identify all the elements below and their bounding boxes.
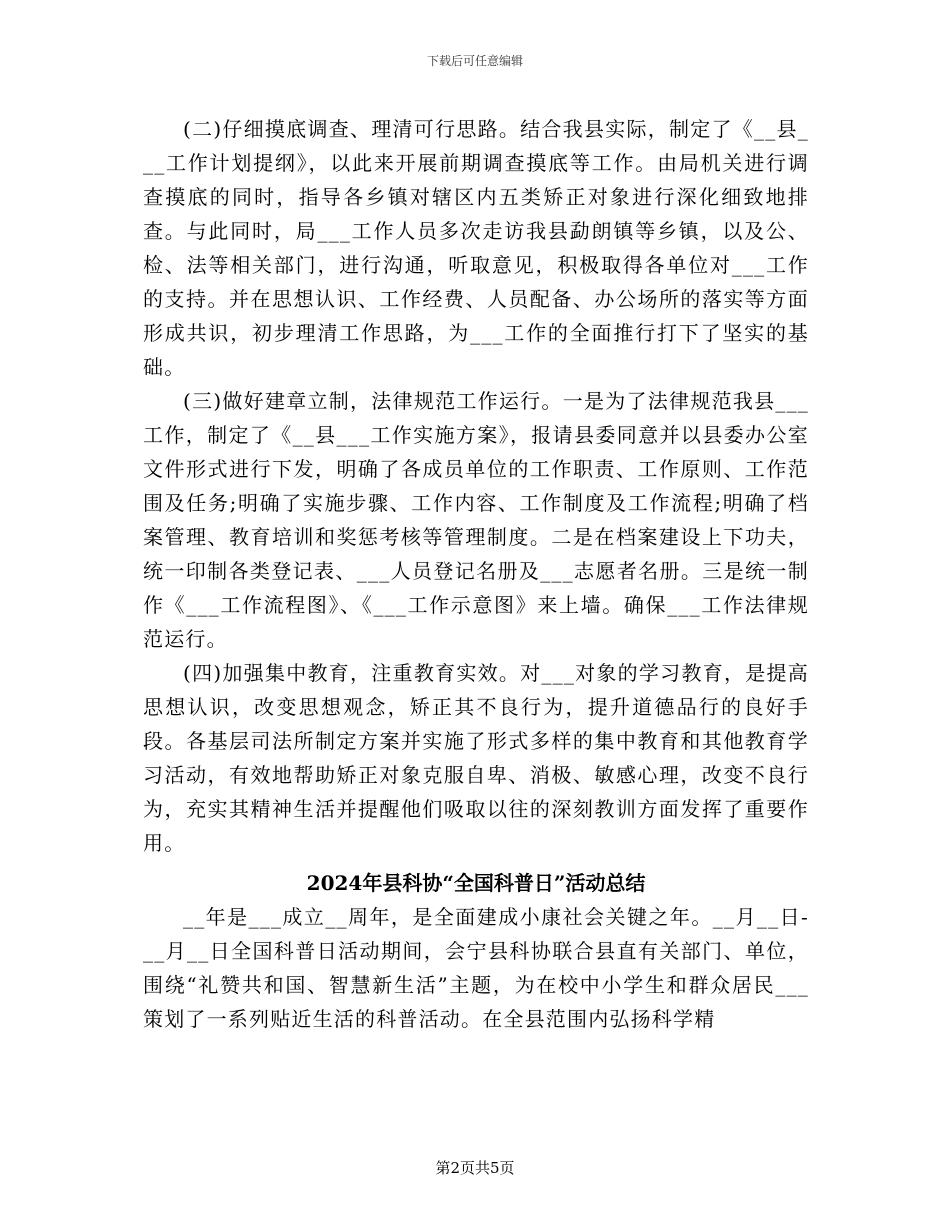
paragraph-education: (四)加强集中教育，注重教育实效。对___对象的学习教育，是提高思想认识，改变思想观念，矫正其不良行为，提升道德品行的良好手段。各基层司法所制定方案并实施了形式多样的集中教育和其他教育学习活动，有效地帮助矫正对象克服自卑、消极、敏感心理，改变不良行为，充实其精神生活并提醒他们吸取以往的深刻教训方面发挥了重要作用。 [143,661,809,855]
document-body [143,112,809,1036]
section-title: 2024年县科协“全国科普日”活动总结 [306,871,646,895]
paragraph-regulations: (三)做好建章立制，法律规范工作运行。一是为了法律规范我县___工作，制定了《__县___工作实施方案》，报请县委同意并以县委办公室文件形式进行下发，明确了各成员单位的工作职责、工作原则、工作范围及任务;明确了实施步骤、工作内容、工作制度及工作流程;明确了档案管理、教育培训和奖惩考核等管理制度。二是在档案建设上下功夫，统一印制各类登记表、___人员登记名册及___志愿者名册。三是统一制作《___工作流程图》、《___工作示意图》来上墙。确保___工作法律规范运行。 [143,389,809,651]
page-number: 第2页共5页 [435,1159,515,1177]
page-header: 下载后可任意编辑 [426,54,523,68]
paragraph-science-day: __年是___成立__周年，是全面建成小康社会关键之年。__月__日-__月__日全国科普日活动期间，会宁县科协联合县直有关部门、单位，围绕“礼赞共和国、智慧新生活”主题，为在校中小学生和群众居民___策划了一系列贴近生活的科普活动。在全县范围内弘扬科学精 [143,905,809,1031]
paragraph-survey: (二)仔细摸底调查、理清可行思路。结合我县实际，制定了《__县___工作计划提纲》，以此来开展前期调查摸底等工作。由局机关进行调查摸底的同时，指导各乡镇对辖区内五类矫正对象进行深化细致地排查。与此同时，局___工作人员多次走访我县勐朗镇等乡镇，以及公、检、法等相关部门，进行沟通，听取意见，积极取得各单位对___工作的支持。并在思想认识、工作经费、人员配备、办公场所的落实等方面形成共识，初步理清工作思路，为___工作的全面推行打下了坚实的基础。 [143,117,809,379]
